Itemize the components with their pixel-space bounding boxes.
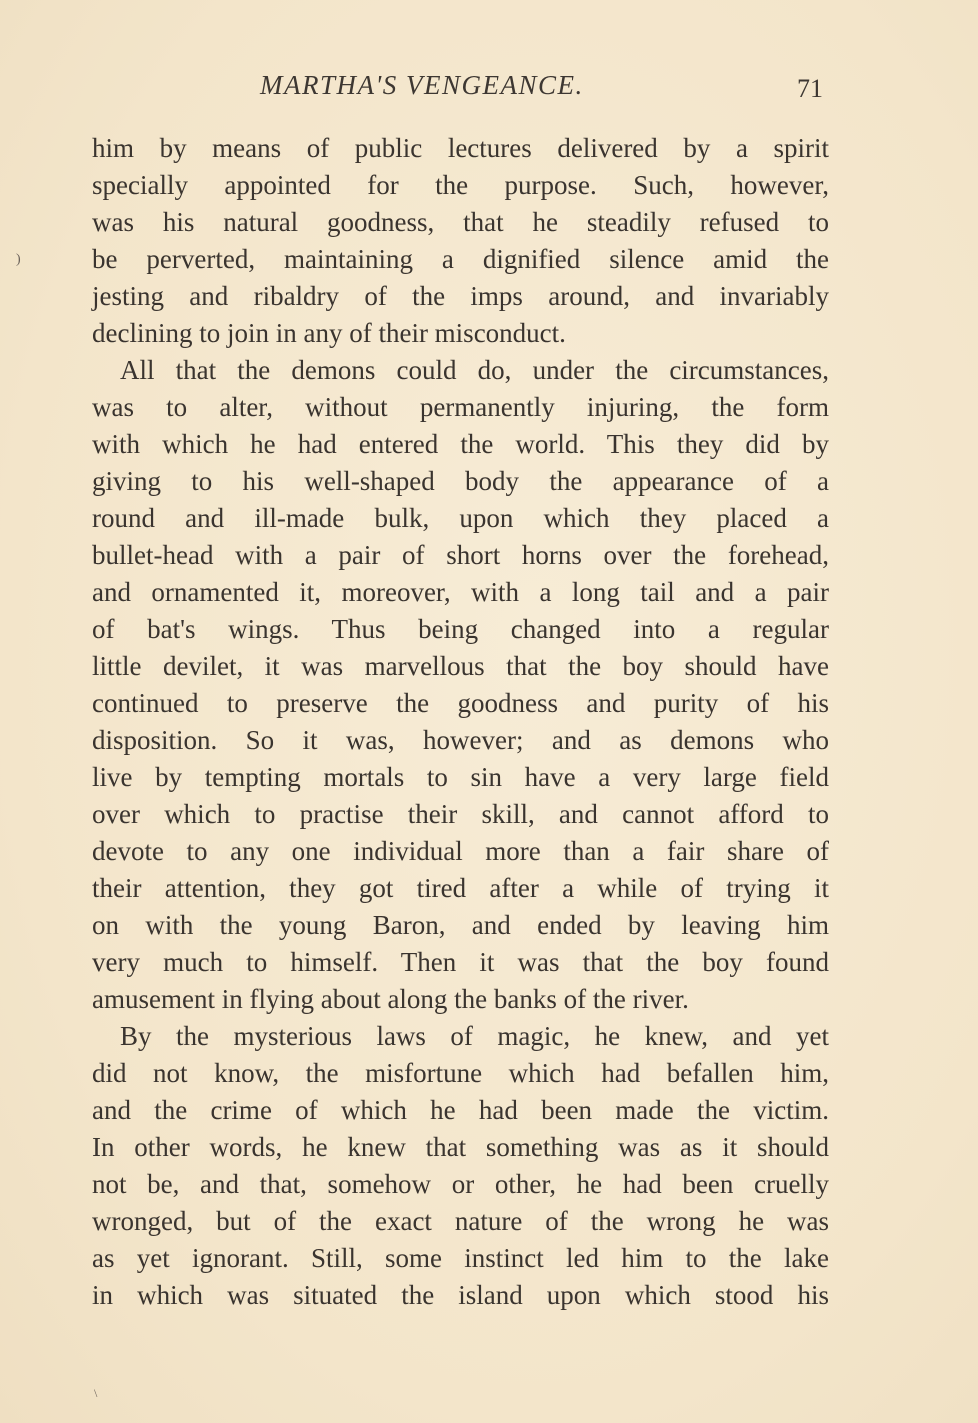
text-line: amusement in flying about along the banks of the river.	[92, 984, 689, 1014]
running-head-title: MARTHA'S VENGEANCE.	[260, 70, 584, 100]
text-line: him by means of public lectures delivered by a spirit	[92, 133, 829, 163]
text-line: live by tempting mortals to sin have a very large field	[92, 762, 829, 792]
text-line: not be, and that, somehow or other, he had been cruelly	[92, 1169, 829, 1199]
text-line: was his natural goodness, that he steadily refused to	[92, 207, 829, 237]
text-line: on with the young Baron, and ended by leaving him	[92, 910, 829, 940]
text-line: declining to join in any of their misconduct.	[92, 318, 566, 348]
text-line: bullet-head with a pair of short horns over the forehead,	[92, 540, 829, 570]
text-line: very much to himself. Then it was that the boy found	[92, 947, 829, 977]
text-line: devote to any one individual more than a fair share of	[92, 836, 829, 866]
text-line: with which he had entered the world. This they did by	[92, 429, 829, 459]
text-line: as yet ignorant. Still, some instinct led him to the lake	[92, 1243, 829, 1273]
text-line: in which was situated the island upon which stood his	[92, 1280, 829, 1310]
text-line: their attention, they got tired after a while of trying it	[92, 873, 829, 903]
text-line: of bat's wings. Thus being changed into a regular	[92, 614, 829, 644]
text-line: and ornamented it, moreover, with a long tail and a pair	[92, 577, 829, 607]
body-text	[92, 130, 829, 1314]
page-number: 71	[797, 74, 823, 103]
text-line: jesting and ribaldry of the imps around, and invariably	[92, 281, 829, 311]
text-line: was to alter, without permanently injuring, the form	[92, 392, 829, 422]
margin-speck: )	[16, 252, 21, 267]
text-line: over which to practise their skill, and cannot afford to	[92, 799, 829, 829]
margin-speck: \	[94, 1386, 98, 1400]
text-line: specially appointed for the purpose. Such, however,	[92, 170, 829, 200]
text-line: By the mysterious laws of magic, he knew, and yet	[120, 1021, 829, 1051]
text-line: did not know, the misfortune which had befallen him,	[92, 1058, 829, 1088]
text-line: be perverted, maintaining a dignified silence amid the	[92, 244, 829, 274]
text-line: giving to his well-shaped body the appearance of a	[92, 466, 829, 496]
text-line: round and ill-made bulk, upon which they placed a	[92, 503, 829, 533]
text-line: little devilet, it was marvellous that the boy should have	[92, 651, 829, 681]
text-line: All that the demons could do, under the circumstances,	[120, 355, 829, 385]
text-line: continued to preserve the goodness and purity of his	[92, 688, 829, 718]
text-line: and the crime of which he had been made the victim.	[92, 1095, 829, 1125]
text-line: In other words, he knew that something was as it should	[92, 1132, 829, 1162]
text-line: wronged, but of the exact nature of the wrong he was	[92, 1206, 829, 1236]
text-line: disposition. So it was, however; and as demons who	[92, 725, 829, 755]
